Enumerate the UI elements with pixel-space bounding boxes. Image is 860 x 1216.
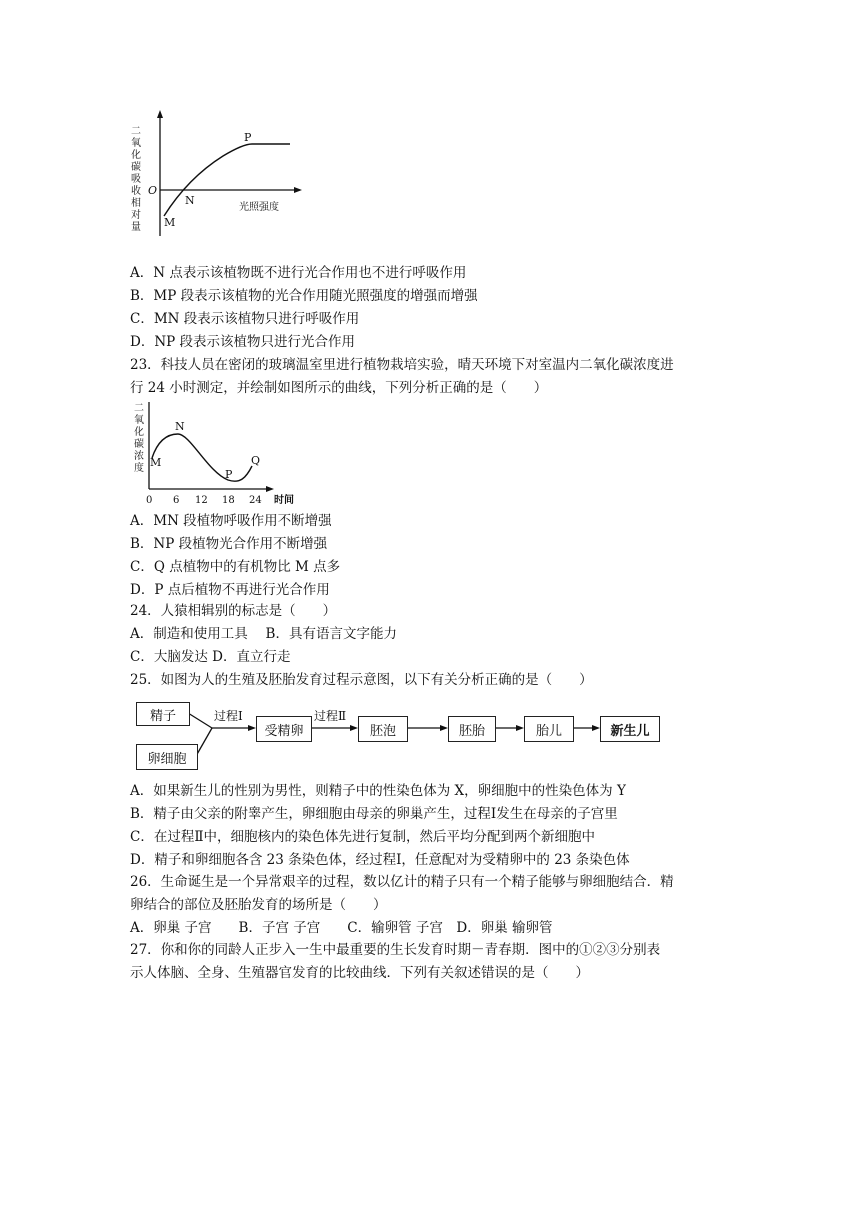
- fig1-ylabel-char: 收: [131, 186, 141, 197]
- flow-box-fetus: 胎儿: [524, 716, 574, 742]
- fig1-ylabel-char: 对: [131, 210, 141, 221]
- fig1-origin-label: O: [148, 184, 158, 197]
- flow-process1-label: 过程Ⅰ: [214, 709, 243, 723]
- fig1-x-arrow: [294, 187, 302, 193]
- q24-stem: 24．人猿相辑别的标志是（ ）: [130, 603, 337, 619]
- q23-option-b: B．NP 段植物光合作用不断增强: [130, 536, 328, 552]
- fig1-y-arrow: [157, 110, 163, 118]
- fig2-ylabel-char: 化: [134, 427, 144, 438]
- figure-co2-concentration-time: [128, 398, 303, 510]
- fig1-ylabel: [131, 126, 141, 233]
- flow-link-sperm: [188, 713, 212, 728]
- fig2-point-n: N: [175, 420, 185, 433]
- q22-option-d: D．NP 段表示该植物只进行光合作用: [130, 334, 356, 350]
- fig2-tick: 12: [195, 495, 208, 506]
- flow-box-sperm: 精子: [136, 702, 190, 726]
- fig1-point-n: N: [185, 194, 195, 207]
- q25-option-c: C．在过程Ⅱ中，细胞核内的染色体先进行复制，然后平均分配到两个新细胞中: [130, 829, 596, 845]
- fig2-point-q: Q: [251, 454, 261, 467]
- fig2-curve: [152, 434, 252, 481]
- q26-stem-line1: 26．生命诞生是一个异常艰辛的过程，数以亿计的精子只有一个精子能够与卵细胞结合．精: [130, 874, 674, 890]
- q24-options-cd: C．大脑发达 D．直立行走: [130, 649, 291, 665]
- q25-option-d: D．精子和卵细胞各含 23 条染色体，经过程Ⅰ，任意配对为受精卵中的 23 条染色体: [130, 852, 630, 868]
- fig1-ylabel-char: 化: [131, 150, 141, 161]
- fig1-ylabel-char: 碳: [131, 162, 141, 173]
- q24-options-ab: A．制造和使用工具 B．具有语言文字能力: [130, 626, 397, 642]
- fig1-ylabel-char: 量: [131, 222, 141, 233]
- flow-box-zygote: 受精卵: [256, 716, 312, 742]
- q25-stem: 25．如图为人的生殖及胚胎发育过程示意图，以下有关分析正确的是（ ）: [130, 672, 593, 688]
- fig1-ylabel-char: 二: [131, 126, 141, 137]
- q22-option-b: B．MP 段表示该植物的光合作用随光照强度的增强而增强: [130, 288, 478, 304]
- q22-option-c: C．MN 段表示该植物只进行呼吸作用: [130, 311, 360, 327]
- q22-option-a: A．N 点表示该植物既不进行光合作用也不进行呼吸作用: [130, 265, 467, 281]
- fig1-xlabel: 光照强度: [239, 202, 279, 213]
- figure-co2-absorption-light: [128, 108, 308, 243]
- fig2-ylabel: [134, 403, 144, 474]
- fig1-point-m: M: [164, 216, 176, 229]
- flow-box-blastocyst: 胚泡: [358, 716, 408, 742]
- fig1-ylabel-char: 氧: [131, 138, 141, 149]
- q23-stem-line2: 行 24 小时测定，并绘制如图所示的曲线，下列分析正确的是（ ）: [130, 380, 548, 396]
- q23-option-d: D．P 点后植物不再进行光合作用: [130, 582, 330, 598]
- q25-option-b: B．精子由父亲的附睾产生，卵细胞由母亲的卵巢产生，过程Ⅰ发生在母亲的子宫里: [130, 806, 618, 822]
- flow-box-egg: 卵细胞: [136, 744, 198, 770]
- flow-box-embryo: 胚胎: [448, 716, 496, 742]
- fig2-ylabel-char: 度: [134, 463, 144, 474]
- flow-link-egg: [196, 728, 212, 756]
- fig2-x-arrow: [266, 486, 274, 492]
- fig2-ylabel-char: 氧: [134, 415, 144, 426]
- flow-box-newborn: 新生儿: [600, 716, 660, 742]
- fig1-ylabel-char: 吸: [131, 174, 141, 185]
- fig2-ylabel-char: 二: [134, 403, 144, 414]
- fig2-ylabel-char: 碳: [134, 439, 144, 450]
- q27-stem-line1: 27．你和你的同龄人正步入一生中最重要的生长发育时期－青春期．图中的①②③分别表: [130, 942, 661, 958]
- fig2-tick: 24: [249, 495, 262, 506]
- q26-stem-line2: 卵结合的部位及胚胎发育的场所是（ ）: [130, 897, 387, 913]
- figure-reproduction-flow: [128, 698, 668, 774]
- q26-options: A．卵巢 子宫 B．子宫 子宫 C．输卵管 子宫 D．卵巢 输卵管: [130, 920, 553, 936]
- fig2-ylabel-char: 浓: [134, 451, 144, 462]
- fig2-point-p: P: [225, 468, 233, 481]
- fig1-point-p: P: [244, 131, 252, 144]
- fig1-ylabel-char: 相: [131, 198, 141, 209]
- fig2-tick: 6: [173, 495, 180, 506]
- q23-option-c: C．Q 点植物中的有机物比 M 点多: [130, 559, 341, 575]
- q25-option-a: A．如果新生儿的性别为男性，则精子中的性染色体为 X，卵细胞中的性染色体为 Y: [130, 783, 626, 799]
- q27-stem-line2: 示人体脑、全身、生殖器官发育的比较曲线．下列有关叙述错误的是（ ）: [130, 965, 589, 981]
- fig2-point-m: M: [150, 456, 162, 469]
- fig2-tick: 18: [222, 495, 235, 506]
- q23-stem-line1: 23．科技人员在密闭的玻璃温室里进行植物栽培实验，晴天环境下对室温内二氧化碳浓度进: [130, 357, 674, 373]
- fig2-tick: 0: [146, 495, 153, 506]
- q23-option-a: A．MN 段植物呼吸作用不断增强: [130, 513, 332, 529]
- fig2-xlabel: 时间: [274, 495, 294, 506]
- flow-process2-label: 过程Ⅱ: [314, 709, 347, 723]
